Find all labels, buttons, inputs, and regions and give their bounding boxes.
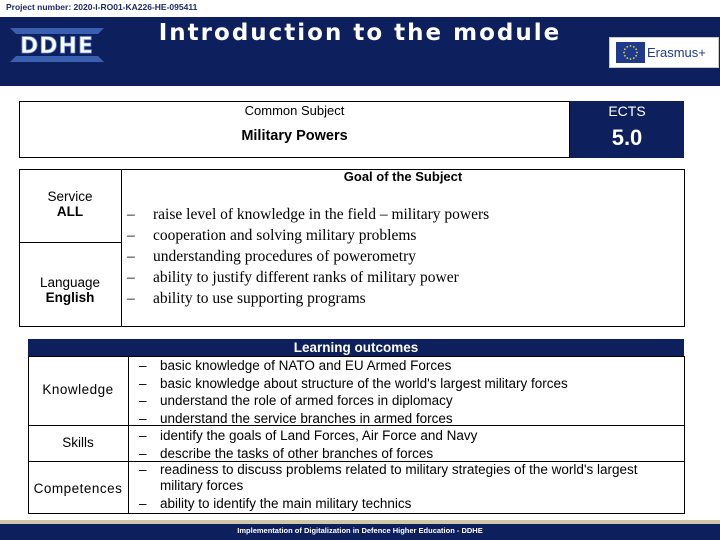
bullet-dash: – — [139, 393, 147, 408]
goal-table-divider — [121, 169, 122, 327]
goal-item — [127, 204, 489, 225]
language-value: English — [45, 290, 95, 305]
list-item — [139, 427, 679, 445]
eu-star-icon — [633, 57, 635, 59]
goal-item-text: cooperation and solving military problems — [153, 227, 417, 244]
bullet-dash: – — [127, 290, 135, 307]
eu-star-icon — [635, 48, 637, 50]
erasmus-logo-text: Erasmus+ — [647, 45, 706, 60]
footer: Implementation of Digitalization in Defence Higher Education - DDHE — [0, 524, 720, 540]
subject-label: Common Subject — [244, 103, 345, 118]
eu-flag-icon — [616, 42, 645, 63]
list-item-text: readiness to discuss problems related to military strategies of the world's largest military forces — [160, 462, 638, 493]
language-label: Language — [39, 275, 101, 290]
bullet-dash: – — [127, 248, 135, 265]
list-item-text: identify the goals of Land Forces, Air Force and Navy — [160, 428, 478, 443]
service-value: ALL — [56, 204, 84, 219]
project-number: Project number: 2020-I-RO01-KA226-HE-095411 — [6, 2, 198, 12]
bullet-dash: – — [139, 445, 147, 461]
bullet-dash: – — [139, 462, 147, 477]
list-item-text: understand the service branches in armed forces — [160, 410, 453, 426]
eu-star-icon — [630, 58, 632, 60]
language-cell — [19, 275, 121, 305]
eu-star-icon — [623, 52, 625, 54]
goal-item-text: raise level of knowledge in the field – military powers — [153, 206, 490, 223]
list-item — [139, 375, 679, 393]
bullet-dash: – — [127, 227, 135, 244]
subject-name: Military Powers — [241, 128, 348, 144]
list-item-text: understand the role of armed forces in diplomacy — [160, 393, 453, 408]
bullet-dash: – — [139, 496, 147, 511]
goal-list — [127, 204, 489, 309]
subject-cell — [19, 101, 570, 158]
ddhe-logo — [4, 20, 110, 70]
bullet-dash: – — [139, 358, 147, 373]
goal-item-text: ability to use supporting programs — [153, 290, 366, 307]
eu-star-icon — [630, 45, 632, 47]
list-item — [139, 357, 679, 375]
goal-item — [127, 267, 489, 288]
bullet-dash: – — [139, 375, 147, 391]
goal-title: Goal of the Subject — [343, 169, 463, 184]
eu-star-icon — [636, 52, 638, 54]
ects-value: 5.0 — [611, 125, 643, 150]
eu-star-icon — [626, 46, 628, 48]
ects-label: ECTS — [608, 103, 646, 119]
eu-star-icon — [626, 57, 628, 59]
knowledge-label: Knowledge — [42, 382, 114, 397]
skills-list — [139, 427, 679, 462]
list-item-text: ability to identify the main military technics — [160, 496, 412, 511]
competences-list — [139, 462, 639, 512]
list-item-text: basic knowledge of NATO and EU Armed Forces — [160, 358, 452, 373]
competences-label: Competences — [33, 481, 123, 496]
skills-label: Skills — [62, 435, 94, 450]
bullet-dash: – — [127, 269, 135, 286]
page-title: Introduction to the module — [158, 20, 562, 46]
goal-item-text: ability to justify different ranks of military power — [153, 269, 459, 286]
bullet-dash: – — [139, 428, 147, 443]
list-item-text: describe the tasks of other branches of forces — [160, 445, 434, 461]
goal-table-row-divider — [19, 242, 122, 243]
ects-cell — [570, 101, 684, 158]
list-item — [139, 445, 679, 463]
goal-item — [127, 225, 489, 246]
eu-star-icon — [635, 55, 637, 57]
erasmus-logo — [609, 37, 719, 68]
learning-outcomes-title: Learning outcomes — [28, 339, 684, 356]
lo-table-divider — [128, 356, 129, 514]
list-item — [139, 462, 639, 493]
eu-star-icon — [633, 46, 635, 48]
list-item — [139, 496, 639, 512]
list-item-text: basic knowledge about structure of the world's largest military forces — [160, 375, 568, 391]
service-cell — [19, 189, 121, 219]
goal-item-text: understanding procedures of powerometry — [153, 248, 416, 265]
svg-text:DDHE: DDHE — [20, 34, 94, 59]
eu-star-icon — [624, 48, 626, 50]
list-item — [139, 392, 679, 410]
goal-item — [127, 246, 489, 267]
list-item — [139, 410, 679, 428]
bullet-dash: – — [139, 410, 147, 426]
knowledge-list — [139, 357, 679, 427]
goal-item — [127, 288, 489, 309]
service-label: Service — [47, 189, 93, 204]
bullet-dash: – — [127, 206, 135, 223]
eu-star-icon — [624, 55, 626, 57]
